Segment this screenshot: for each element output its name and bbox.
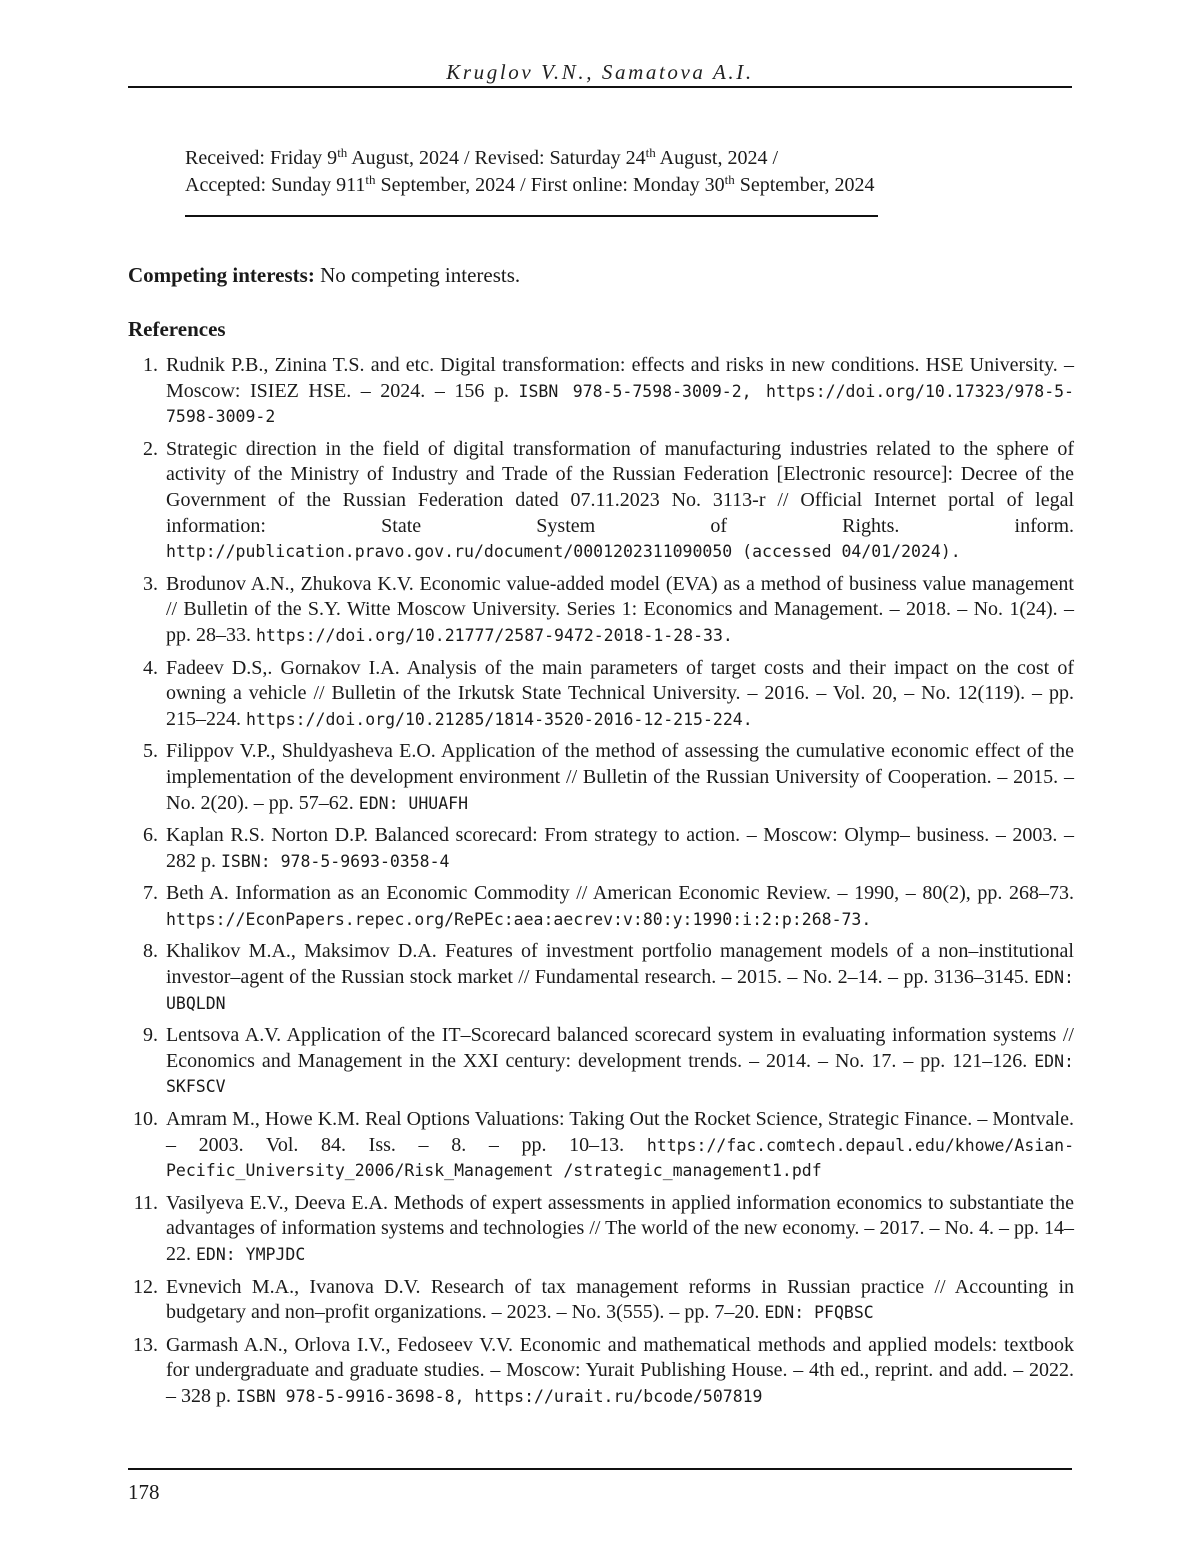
reference-item xyxy=(128,572,1074,649)
accepted-sup: th xyxy=(365,172,376,187)
accepted-date: Accepted: Sunday 911 xyxy=(185,174,366,196)
header-rule xyxy=(128,86,1072,88)
reference-identifier[interactable]: EDN: PFQBSC xyxy=(764,1303,874,1323)
reference-text: Khalikov M.A., Maksimov D.A. Features of investment portfolio management models of a non–institutional investor–agent of the Russian stock market // Fundamental research. – 2015. – No. 2–14. – pp. 3136–3145. xyxy=(166,940,1074,989)
reference-identifier[interactable]: http://publication.pravo.gov.ru/document/0001202311090050 (accessed 04/01/2024). xyxy=(166,542,961,562)
competing-interests-label: Competing interests: xyxy=(128,263,315,287)
revised-date: August, 2024 / Revised: Saturday 24 xyxy=(347,147,646,169)
reference-item xyxy=(128,1275,1074,1326)
reference-item xyxy=(128,437,1074,565)
reference-number: 10. xyxy=(133,1108,158,1131)
reference-text: Brodunov A.N., Zhukova K.V. Economic value-added model (EVA) as a method of business value management // Bulletin of the S.Y. Witte Moscow University. Series 1: Economics and Management. – 2018. – No. 1(24). – pp. 28–33. xyxy=(166,572,1074,646)
reference-number: 9. xyxy=(143,1024,158,1047)
revised-suffix: August, 2024 / xyxy=(655,147,779,169)
footer-rule xyxy=(128,1468,1072,1470)
reference-number: 1. xyxy=(143,354,158,376)
reference-number: 2. xyxy=(143,437,158,460)
reference-text: Kaplan R.S. Norton D.P. Balanced scorecard: From strategy to action. – Moscow: Olymp– business. – 2003. – 282 p. xyxy=(166,824,1074,872)
reference-identifier[interactable]: ISBN 978-5-9916-3698-8, https://urait.ru/bcode/507819 xyxy=(236,1386,763,1406)
reference-identifier[interactable]: https://EconPapers.repec.org/RePEc:aea:aecrev:v:80:y:1990:i:2:p:268-73. xyxy=(166,909,872,929)
running-head: Kruglov V.N., Samatova A.I. xyxy=(446,60,754,84)
dates-line-2 xyxy=(185,172,1045,199)
reference-text: Strategic direction in the field of digital transformation of manufacturing industries related to the sphere of activity of the Ministry of Industry and Trade of the Russian Federation [Electronic resource]: Decree of the Government of the Russian Federation dated 07.11.2023 No. 3113-r // Official Internet portal of legal information: State System of Rights. inform. xyxy=(166,437,1074,537)
received-sup: th xyxy=(337,145,348,160)
reference-number: 7. xyxy=(143,882,158,905)
reference-identifier[interactable]: EDN: SKFSCV xyxy=(166,1051,1074,1097)
reference-identifier[interactable]: https://doi.org/10.21285/1814-3520-2016-12-215-224. xyxy=(246,709,753,729)
dates-rule xyxy=(185,215,878,217)
competing-interests xyxy=(128,263,520,288)
reference-identifier[interactable]: ISBN 978-5-7598-3009-2, https://doi.org/10.17323/978-5-7598-3009-2 xyxy=(166,381,1074,427)
reference-identifier[interactable]: EDN: YMPJDC xyxy=(196,1245,306,1264)
reference-text: Filippov V.P., Shuldyasheva E.O. Application of the method of assessing the cumulative economic effect of the implementation of the development environment // Bulletin of the Russian University of Cooperation. – 2015. – No. 2(20). – pp. 57–62. xyxy=(166,740,1074,814)
reference-identifier[interactable]: https://doi.org/10.21777/2587-9472-2018-1-28-33. xyxy=(256,625,733,645)
competing-interests-text: No competing interests. xyxy=(314,263,521,287)
reference-item xyxy=(128,1107,1074,1184)
reference-identifier[interactable]: ISBN: 978-5-9693-0358-4 xyxy=(221,851,450,871)
reference-item xyxy=(128,353,1074,430)
received-date: Received: Friday 9 xyxy=(185,147,338,169)
reference-text: Lentsova A.V. Application of the IT–Scorecard balanced scorecard system in evaluating information systems // Economics and Management in the XXI century: development trends. – 2014. – No. 17. – pp. 121–126. xyxy=(166,1024,1074,1072)
reference-text: Garmash A.N., Orlova I.V., Fedoseev V.V. Economic and mathematical methods and applied models: textbook for undergraduate and graduate studies. – Moscow: Yurait Publishing House. – 4th ed., reprint. and add. – 2022. – 328 p. xyxy=(166,1333,1074,1407)
reference-item xyxy=(128,881,1074,932)
reference-identifier[interactable]: EDN: UBQLDN xyxy=(166,968,1074,1013)
online-date: September, 2024 / First online: Monday 30 xyxy=(375,174,725,196)
reference-text: Rudnik P.B., Zinina T.S. and etc. Digital transformation: effects and risks in new conditions. HSE University. – Moscow: ISIEZ HSE. – 2024. – 156 p. xyxy=(166,354,1074,402)
reference-number: 13. xyxy=(133,1333,158,1356)
reference-number: 5. xyxy=(143,740,158,763)
online-sup: th xyxy=(724,172,735,187)
reference-text: Vasilyeva E.V., Deeva E.A. Methods of expert assessments in applied information economics to substantiate the advantages of information systems and technologies // The world of the new economy. – 2017. – No. 4. – pp. 14–22. xyxy=(166,1191,1074,1265)
reference-text: Amram M., Howe K.M. Real Options Valuations: Taking Out the Rocket Science, Strategic Finance. – Montvale. – 2003. Vol. 84. Iss. – 8. – pp. 10–13. xyxy=(166,1108,1074,1156)
publication-dates xyxy=(185,145,1045,199)
reference-item xyxy=(128,1023,1074,1100)
reference-identifier[interactable]: https://fac.comtech.depaul.edu/khowe/Asian-Pecific_University_2006/Risk_Management /strategic_management1.pdf xyxy=(166,1135,1074,1181)
reference-number: 6. xyxy=(143,824,158,847)
dates-line-1 xyxy=(185,145,1045,172)
page-number: 178 xyxy=(128,1480,160,1504)
revised-sup: th xyxy=(645,145,656,160)
reference-item xyxy=(128,823,1074,874)
references-list xyxy=(128,353,1074,1417)
reference-item xyxy=(128,656,1074,733)
reference-number: 11. xyxy=(133,1191,158,1214)
reference-identifier[interactable]: EDN: UHUAFH xyxy=(358,793,469,813)
reference-item xyxy=(128,1333,1074,1410)
references-heading: References xyxy=(128,317,226,341)
reference-text: Evnevich M.A., Ivanova D.V. Research of tax management reforms in Russian practice // Accounting in budgetary and non–profit organizations. – 2023. – No. 3(555). – pp. 7–20. xyxy=(166,1275,1074,1324)
reference-item xyxy=(128,1191,1074,1268)
reference-text: Fadeev D.S,. Gornakov I.A. Analysis of the main parameters of target costs and their impact on the cost of owning a vehicle // Bulletin of the Irkutsk State Technical University. – 2016. – Vol. 20, – No. 12(119). – pp. 215–224. xyxy=(166,656,1074,730)
reference-text: Beth A. Information as an Economic Commodity // American Economic Review. – 1990, – 80(2), pp. 268–73. xyxy=(166,882,1074,905)
reference-number: 3. xyxy=(143,572,158,595)
online-suffix: September, 2024 xyxy=(734,174,875,196)
reference-item xyxy=(128,739,1074,816)
reference-number: 4. xyxy=(143,656,158,679)
reference-number: 12. xyxy=(133,1275,158,1298)
reference-item xyxy=(128,939,1074,1016)
reference-number: 8. xyxy=(143,940,158,963)
